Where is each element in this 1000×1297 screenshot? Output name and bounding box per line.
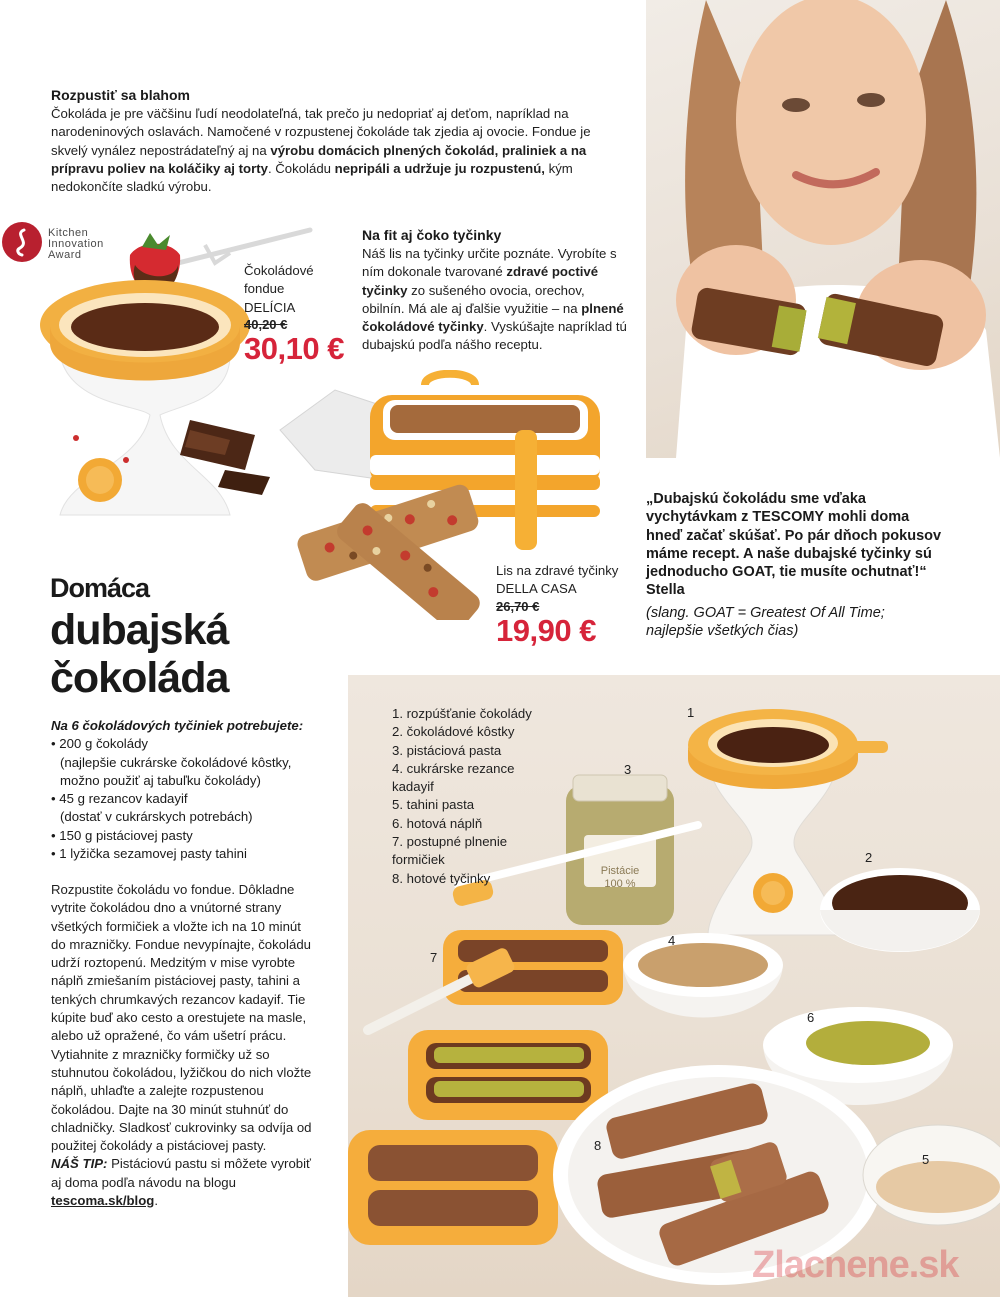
step-item: 4. cukrárske rezance kadayif xyxy=(392,760,515,795)
tip-end: . xyxy=(154,1193,159,1209)
press-new-price: 19,90 € xyxy=(496,612,596,648)
method-section xyxy=(51,881,316,1210)
step-item: 8. hotové tyčinky xyxy=(392,870,491,886)
award-line-3: Award xyxy=(48,249,82,261)
fit-bars-title: Na fit aj čoko tyčinky xyxy=(362,227,502,243)
steps-list xyxy=(392,705,562,888)
watermark: Zlacnene.sk xyxy=(752,1244,959,1286)
method-tip xyxy=(51,1155,316,1210)
step-item: 3. pistáciová pasta xyxy=(392,742,502,758)
marker-6: 6 xyxy=(807,1010,815,1025)
headline-line-1: Domáca xyxy=(50,573,150,603)
tip-label: NÁŠ TIP: xyxy=(51,1156,108,1172)
press-price-block xyxy=(496,562,636,648)
fit-bold-1: zdravé poctivé tyčinky xyxy=(362,264,599,298)
marker-1: 1 xyxy=(687,705,695,720)
headline xyxy=(50,570,340,702)
fondue-product-label: Čokoládové fondue DELÍCIA xyxy=(244,263,314,315)
intro-title: Rozpustiť sa blahom xyxy=(51,87,190,103)
press-old-price: 26,70 € xyxy=(496,598,540,614)
ingredients-section xyxy=(51,717,331,863)
ingredient-item: • 1 lyžička sezamovej pasty tahini xyxy=(51,846,247,862)
ingredient-item: (najlepšie cukrárske čokoládové kôstky, možno použiť aj tabuľku čokolády) xyxy=(60,754,292,788)
marker-5: 5 xyxy=(922,1152,930,1167)
ingredients-intro: Na 6 čokoládových tyčiniek potrebujete: xyxy=(51,718,304,733)
photo-girl-with-bars xyxy=(646,0,1000,458)
ingredient-item: (dostať v cukrárskych potrebách) xyxy=(60,809,253,825)
fondue-price-block xyxy=(244,262,364,366)
ingredient-item: • 45 g rezancov kadayif xyxy=(51,791,188,807)
press-product-label: Lis na zdravé tyčinky DELLA CASA xyxy=(496,563,619,597)
method-text: Rozpustite čokoládu vo fondue. Dôkladne vytrite čokoládou dno a vnútorné strany všetkých formičiek a vložte ich na 10 minút do mrazničky. Fondue nevypínajte, čokoládu udrží roztopenú. Medzitým v mise vyrobte náplň zmiešaním pistáciovej pasty, tahini a tenkých chrumkavých rezancov kadayif. Tie kúpite buď ako cesto a orestujete na masle, alebo už opražené, čo vám ušetrí prácu. Vytiahnite z mrazničky formičky už so stuhnutou čokoládou, lyžičkou do nich vložte náplň, uhlaďte a zalejte rozpustenou čokoládou. Dajte na 30 minút stuhnúť do chladničky. Sladkosť cukrovinky sa odvíja od použitej čokolády a pistáciovej pasty. xyxy=(51,882,312,1154)
headline-line-2: dubajská xyxy=(50,606,229,654)
headline-line-3: čokoláda xyxy=(50,654,229,702)
intro-paragraph xyxy=(51,105,591,196)
fondue-new-price: 30,10 € xyxy=(244,330,344,366)
step-item: 1. rozpúšťanie čokolády xyxy=(392,706,532,721)
marker-7: 7 xyxy=(430,950,438,965)
fit-text-2: zo sušeného ovocia, orechov, obilnín. Má ale aj ďalšie využitie – na xyxy=(362,282,585,316)
fit-bars-section xyxy=(362,226,628,355)
fit-text-3: . Vyskúšajte napríklad tú dubajskú podľa nášho receptu. xyxy=(362,319,627,353)
girl-illustration xyxy=(646,0,1000,458)
ingredient-item: • 200 g čokolády xyxy=(51,736,148,752)
marker-8: 8 xyxy=(594,1138,602,1153)
intro-text-2: . Čokoládu xyxy=(267,160,335,176)
jar-label-line-1: Pistácie xyxy=(600,865,640,877)
step-item: 6. hotová náplň xyxy=(392,815,483,831)
intro-text-3: kým nedokončíte sladkú výrobu. xyxy=(51,160,573,195)
marker-2: 2 xyxy=(865,850,873,865)
ingredient-item: • 150 g pistáciovej pasty xyxy=(51,827,193,843)
intro-bold-2: nepripáli a udržuje ju rozpustenú, xyxy=(334,160,545,176)
intro-bold-1: výrobu domácich plnených čokolád, praliniek a na prípravu poliev na koláčiky aj torty xyxy=(51,142,587,176)
step-item: 2. čokoládové kôstky xyxy=(392,724,515,740)
intro-section xyxy=(51,86,591,196)
quote-section xyxy=(646,490,946,640)
blog-link[interactable]: tescoma.sk/blog xyxy=(51,1193,155,1209)
jar-label-line-2: 100 % xyxy=(604,878,636,890)
step-item: 5. tahini pasta xyxy=(392,797,475,813)
award-line-1: Kitchen xyxy=(48,227,89,239)
quote-text: „Dubajskú čokoládu sme vďaka vychytávkam z TESCOMY mohli doma hneď začať skúšať. Po pár dňoch pokusov máme recept. A naše dubajské tyčinky sú jednoducho GOAT, tie musíte ochutnať!“ Stella xyxy=(646,491,942,599)
step-item: 7. postupné plnenie formičiek xyxy=(392,834,508,868)
fit-bars-paragraph xyxy=(362,245,628,355)
fit-bold-2: plnené čokoládové tyčinky xyxy=(362,300,624,335)
intro-text-1: Čokoláda je pre väčšinu ľudí neodolateľná, tak prečo ju nedopriať aj deťom, napríklad na narodeninových oslavách. Namočené v rozpustenej čokoláde tak zjedia aj ovocie. Fondue je skvelý vynález nepostrádateľný aj na xyxy=(51,106,591,158)
fit-text-1: Náš lis na tyčinky určite poznáte. Vyrobíte s ním dokonale tvarované xyxy=(362,246,617,280)
ingredients-list xyxy=(51,735,331,863)
award-line-2: Innovation xyxy=(48,238,104,250)
quote-note: (slang. GOAT = Greatest Of All Time; najlepšie všetkých čias) xyxy=(646,604,885,640)
marker-4: 4 xyxy=(668,933,676,948)
marker-3: 3 xyxy=(624,762,632,777)
tip-text: Pistáciovú pastu si môžete vyrobiť aj doma podľa návodu na blogu xyxy=(51,1156,311,1190)
jar-label xyxy=(584,865,656,891)
fondue-old-price: 40,20 € xyxy=(244,316,288,332)
